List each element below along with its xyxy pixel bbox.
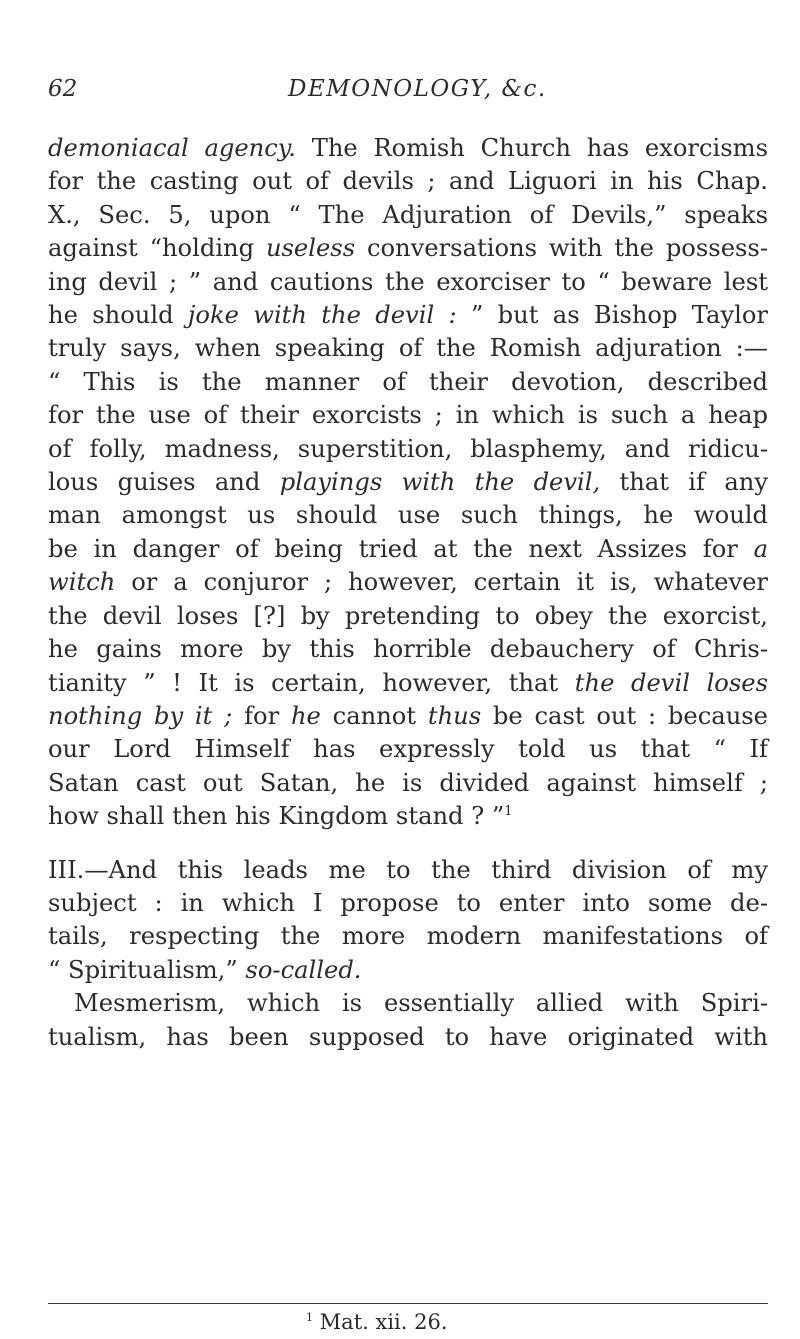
text-line: tianity ” ! It is certain, however, that the devil loses — [48, 668, 769, 697]
italic-phrase: thus — [427, 701, 482, 730]
text-line: “ Spiritualism,” so-called. — [48, 955, 362, 984]
italic-phrase: the devil loses — [574, 668, 769, 697]
text-line: III.—And this leads me to the third division of my — [48, 855, 768, 884]
text-line: subject : in which I propose to enter into some de- — [48, 888, 768, 917]
text-line: man amongst us should use such things, he would — [48, 501, 768, 530]
text-line: X., Sec. 5, upon “ The Adjuration of Devils,” speaks — [48, 200, 768, 229]
italic-phrase: demoniacal agency. — [48, 134, 296, 162]
running-title: DEMONOLOGY, &c. — [288, 76, 547, 102]
text-line: of folly, madness, superstition, blasphemy, and ridicu- — [48, 434, 768, 463]
footnote-reference: 1 — [504, 804, 513, 820]
text-line: for the casting out of devils ; and Liguori in his Chap. — [48, 167, 768, 196]
italic-phrase: he — [290, 701, 321, 730]
italic-phrase: a — [753, 534, 768, 563]
text-line: Satan cast out Satan, he is divided against himself ; — [48, 768, 768, 797]
text-line: truly says, when speaking of the Romish adjuration :— — [48, 334, 768, 363]
text-line: the devil loses [?] by pretending to obey the exorcist, — [48, 601, 768, 630]
italic-phrase: useless — [265, 234, 356, 263]
paragraph-gap — [48, 834, 768, 854]
text-line: he should joke with the devil : ” but as Bishop Taylor — [48, 301, 768, 330]
footnote-marker: 1 — [306, 1311, 313, 1324]
text-line: for the use of their exorcists ; in which is such a heap — [48, 401, 768, 430]
text-line: tualism, has been supposed to have originated with — [48, 1022, 768, 1051]
text-line: Mesmerism, which is essentially allied with Spiri- — [74, 989, 768, 1018]
italic-phrase: playings with the devil, — [279, 468, 601, 497]
italic-phrase: so-called. — [245, 955, 362, 984]
text-line: nothing by it ; for he cannot thus be cast out : because — [48, 701, 768, 730]
footnote — [306, 1309, 448, 1335]
text-line: how shall then his Kingdom stand ? ”$^1$ — [48, 802, 513, 831]
text-line: against “holding useless conversations with the possess- — [48, 234, 768, 263]
text-line: ing devil ; ” and cautions the exorciser to “ beware lest — [48, 267, 768, 296]
footnote-text: Mat. xii. 26. — [313, 1310, 448, 1334]
text-line: demoniacal agency. The Romish Church has exorcisms — [48, 134, 768, 162]
text-line: witch or a conjuror ; however, certain it is, whatever — [48, 568, 768, 597]
text-line: tails, respecting the more modern manifestations of — [48, 922, 768, 951]
text-line: our Lord Himself has expressly told us that “ If — [48, 735, 768, 764]
italic-phrase: joke with the devil : — [187, 301, 457, 330]
text-line: be in danger of being tried at the next Assizes for a — [48, 534, 768, 563]
text-line: lous guises and playings with the devil, that if any — [48, 468, 768, 497]
body-text — [48, 132, 768, 1054]
italic-phrase: witch — [48, 568, 116, 597]
page-header — [48, 76, 768, 110]
text-line: “ This is the manner of their devotion, described — [48, 367, 768, 396]
footnote-rule — [48, 1303, 768, 1304]
page-number: 62 — [48, 76, 78, 102]
italic-phrase: nothing by it ; — [48, 701, 233, 730]
text-line: he gains more by this horrible debauchery of Chris- — [48, 635, 768, 664]
